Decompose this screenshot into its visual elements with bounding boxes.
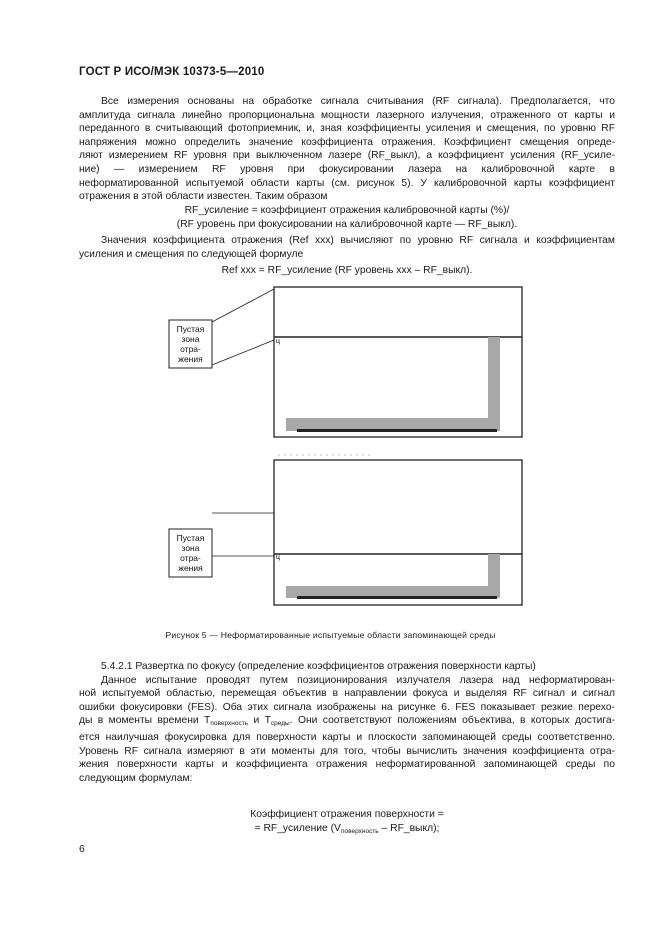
leader-line — [212, 340, 274, 365]
subscript-surface: поверхность — [210, 720, 249, 728]
text-line: ной испытуемой областью, перемещая объектив в направлении фокуса и выделяя RF сигнал и сигнал — [79, 688, 615, 700]
text-line: жения поверхности карты и коэффициента отражения неформатированной запоминающей среды по — [79, 759, 615, 771]
text-line: переданного в считывающий фотоприемник, и, зная коэффициенты усиления и смещения, по уровню RF — [79, 123, 615, 135]
empty-zone-label: зона — [181, 334, 200, 344]
text-fragment: ды в моменты времени T — [79, 715, 211, 727]
subscript-medium: среды — [270, 720, 290, 728]
text-line-times — [79, 714, 615, 731]
area-marker: ц — [275, 554, 281, 561]
text-line: отражения в этой области известен. Таким образом — [79, 191, 328, 203]
formula-line: Коэффициент отражения поверхности = — [250, 809, 444, 820]
empty-zone-label: Пустая — [176, 324, 205, 334]
card-frame — [274, 460, 522, 605]
text-fragment: = RF_усиление (V — [254, 822, 341, 834]
section-5-4-2-1 — [79, 660, 615, 785]
text-line: усиления и смещения по следующей формуле — [79, 248, 304, 260]
empty-zone-label: отра- — [180, 344, 201, 354]
text-line: Уровень RF сигнала измеряют в эти моменты для того, чтобы вычислить значения коэффициента отра- — [79, 745, 615, 757]
formula-line: (RF уровень при фокусировании на калибровочной карте — RF_выкл). — [176, 218, 518, 230]
text-line: Данное испытание проводят путем позиционирования излучателя лазера над неформатирован- — [101, 674, 615, 686]
text-fragment: и T — [248, 715, 271, 727]
text-line: ошибки фокусировки (FES). Оба этих сигнала изображены на рисунке 6. FES показывает резкие перехо- — [79, 701, 615, 713]
area-marker: ц — [275, 338, 281, 345]
subscript-surface: поверхность — [340, 827, 379, 835]
page-number: 6 — [79, 844, 85, 855]
test-area-edge — [297, 596, 497, 599]
empty-zone-label: отра- — [180, 553, 201, 563]
text-line: напряжения можно определить значение коэффициента отражения. Коэффициент смещения опреде- — [79, 136, 615, 148]
text-line: ется наилучшая фокусировка для поверхности карты и плоскости запоминающей среды соответственно. — [79, 731, 615, 743]
formula-line — [79, 822, 615, 839]
text-fragment: – RF_выкл); — [378, 822, 440, 834]
formula-line: RF_усиление = коэффициент отражения калибровочной карты (%)/ — [184, 205, 510, 216]
empty-zone-label: жения — [178, 563, 203, 573]
text-line: Значения коэффициента отражения (Ref xxx) вычисляют по уровню RF сигнала и коэффициентам — [101, 235, 615, 246]
diagram-bottom — [169, 455, 522, 605]
section-heading: 5.4.2.1 Развертка по фокусу (определение коэффициентов отражения поверхности карты) — [101, 661, 536, 672]
text-line: ляют измерением RF уровня при выключенном лазере (RF_выкл), а коэффициент усиления (RF_усиле- — [79, 150, 615, 162]
formula-surface — [79, 808, 615, 838]
text-line: Все измерения основаны на обработке сигнала считывания (RF сигнала). Предполагается, что — [101, 96, 615, 107]
test-area-edge — [297, 429, 497, 432]
diagram-top — [169, 287, 522, 437]
empty-zone-label: Пустая — [176, 533, 205, 543]
card-frame — [274, 287, 522, 437]
document-header: ГОСТ Р ИСО/МЭК 10373-5—2010 — [79, 66, 265, 78]
text-line: ние) — измерением RF уровня при фокусировании лазера на калибровочной карте в — [79, 163, 615, 175]
formula-ref: Ref xxx = RF_усиление (RF уровень xxx – RF_выкл). — [221, 265, 473, 276]
text-line: неформатированной испытуемой области карты (см. рисунок 5). У калибровочной карты коэффициент — [79, 177, 615, 189]
figure-caption: Рисунок 5 — Неформатированные испытуемые области запоминающей среды — [165, 630, 496, 640]
text-line: следующим формулам: — [79, 772, 193, 784]
empty-zone-label: жения — [178, 354, 203, 364]
test-area-shadow — [488, 554, 500, 598]
leader-line — [212, 289, 274, 322]
empty-zone-label: зона — [181, 543, 200, 553]
text-line: амплитуда сигнала линейно пропорциональна мощности лазерного излучения, отраженного от карты и — [79, 109, 615, 121]
text-fragment: . Они соответствуют положениям объектива, в которых достига- — [289, 715, 616, 727]
